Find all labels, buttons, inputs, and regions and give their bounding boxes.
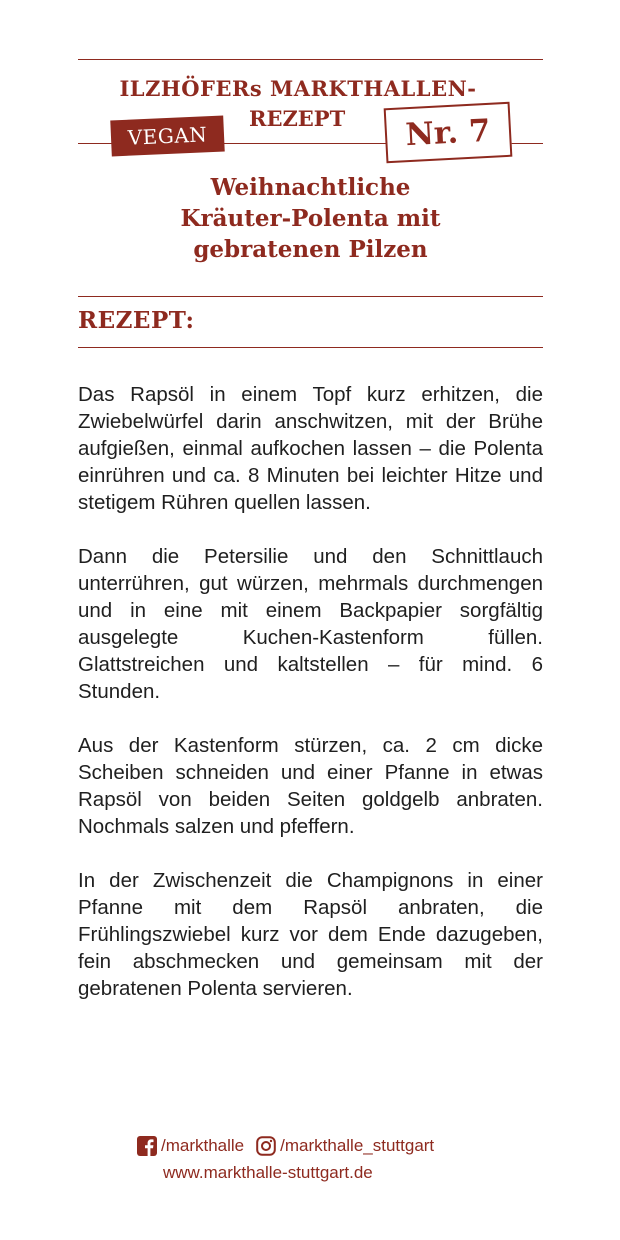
website-link[interactable]: www.markthalle-stuttgart.de [163,1163,373,1182]
instagram-handle[interactable]: /markthalle_stuttgart [280,1136,435,1155]
recipe-title [78,172,543,265]
instruction-paragraph: Das Rapsöl in einem Topf kurz erhitzen, die Zwiebelwürfel darin anschwitzen, mit der Brühe aufgießen, einmal aufkochen lassen – die Polenta einrühren und ca. 8 Minuten bei leichter Hitze und stetigem Rühren quellen lassen. [78,383,543,514]
top-divider [78,59,543,60]
recipe-title-line: gebratenen Pilzen [193,236,428,263]
instruction-paragraph: In der Zwischenzeit die Champignons in einer Pfanne mit dem Rapsöl anbraten, die Frühlingszwiebel kurz vor dem Ende dazugeben, fein abschmecken und gemeinsam mit der gebratenen Polenta servieren. [78,869,543,1000]
recipe-title-line: Kräuter-Polenta mit [180,205,441,232]
section-heading: REZEPT: [78,307,195,334]
header-title-line1: ILZHÖFERs MARKTHALLEN- [119,76,477,101]
header-title-line2: REZEPT [249,106,346,131]
recipe-title-line: Weihnachtliche [210,174,411,201]
section-divider [78,347,543,348]
instruction-paragraph: Aus der Kastenform stürzen, ca. 2 cm dicke Scheiben schneiden und einer Pfanne in etwas Rapsöl von beiden Seiten goldgelb anbraten. Nochmals salzen und pfeffern. [78,734,543,838]
facebook-handle[interactable]: /markthalle [161,1136,245,1155]
recipe-number-badge: Nr. 7 [384,102,513,164]
instruction-paragraph: Dann die Petersilie und den Schnittlauch unterrühren, gut würzen, mehrmals durchmengen und in eine mit einem Backpapier sorgfältig ausgelegte Kuchen-Kastenform füllen. Glattstreichen und kaltstellen – für mind. 6 Stunden. [78,545,543,703]
facebook-icon[interactable] [137,1136,157,1156]
instagram-icon[interactable] [256,1136,276,1156]
title-divider [78,296,543,297]
social-links [137,1136,497,1156]
vegan-badge: VEGAN [110,116,224,157]
instructions [78,381,543,1029]
